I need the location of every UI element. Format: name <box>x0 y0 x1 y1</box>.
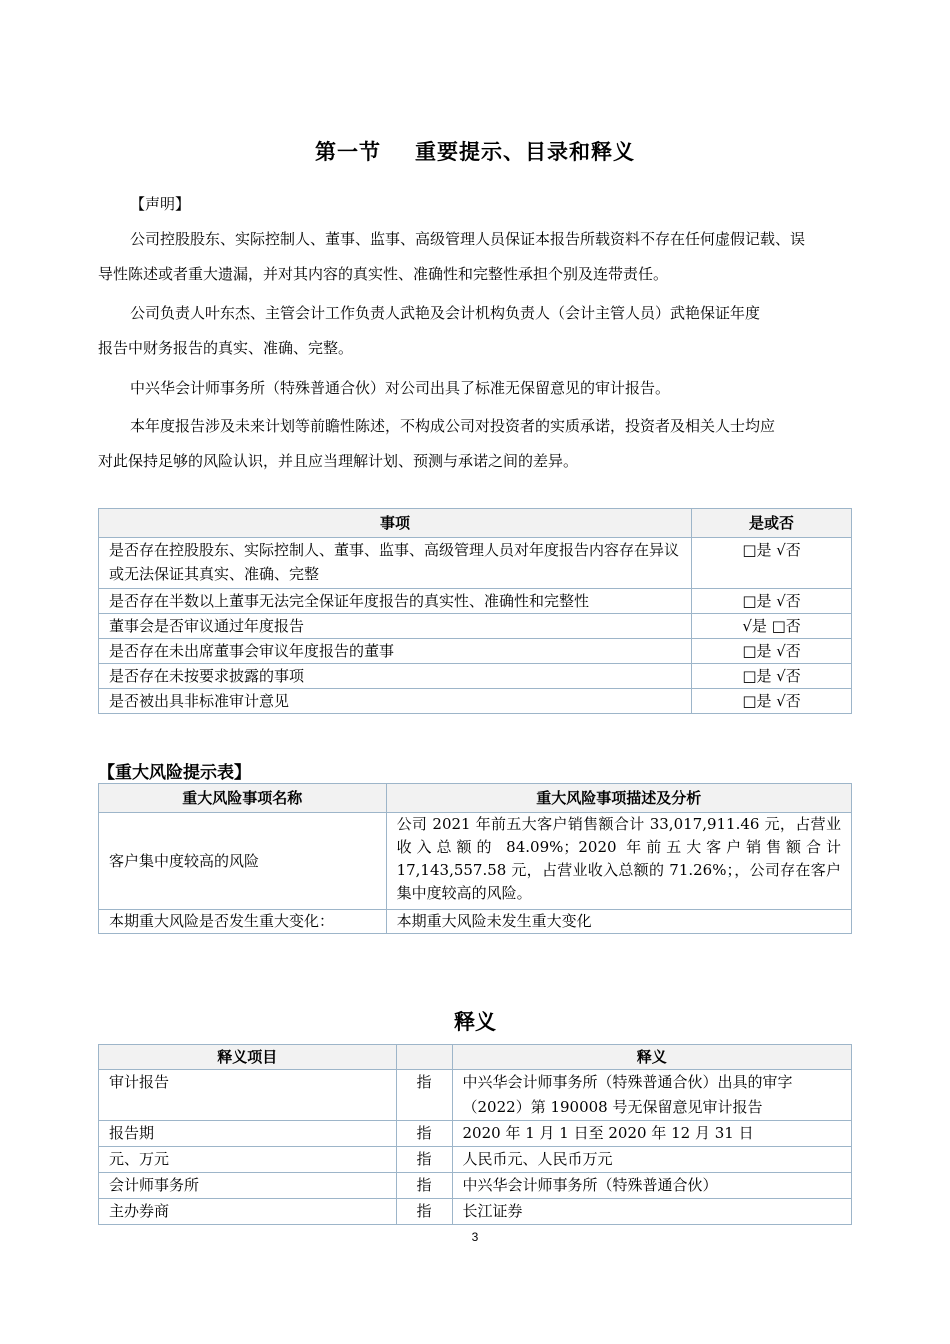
page-number: 3 <box>471 1230 479 1244</box>
matter-text: 是否存在未按要求披露的事项 <box>99 664 692 689</box>
table-row <box>99 538 852 589</box>
matter-answer: □是 √否 <box>692 639 852 664</box>
definition-meaning: 人民币元、人民币万元 <box>452 1147 851 1173</box>
matter-text: 是否存在未出席董事会审议年度报告的董事 <box>99 639 692 664</box>
definition-meaning: 中兴华会计师事务所（特殊普通合伙） <box>452 1173 851 1199</box>
section-name: 重要提示、目录和释义 <box>415 140 635 164</box>
matter-text: 是否被出具非标准审计意见 <box>99 689 692 714</box>
matter-answer: □是 √否 <box>692 664 852 689</box>
definition-ref: 指 <box>396 1173 452 1199</box>
statement-heading: 【声明】 <box>130 195 191 213</box>
statement-paragraph-1: 公司控股股东、实际控制人、董事、监事、高级管理人员保证本报告所载资料不存在任何虚假记载、误 导性陈述或者重大遗漏，并对其内容的真实性、准确性和完整性承担个别及连带责任。 <box>98 230 806 283</box>
table-row <box>99 614 852 639</box>
matter-text: 是否存在半数以上董事无法完全保证年度报告的真实性、准确性和完整性 <box>99 589 692 614</box>
matter-text: 董事会是否审议通过年度报告 <box>99 614 692 639</box>
column-header-risk-description: 重大风险事项描述及分析 <box>386 784 851 813</box>
matters-table <box>98 508 852 714</box>
definitions-title: 释义 <box>454 1010 496 1034</box>
definition-meaning: 长江证券 <box>452 1199 851 1225</box>
table-row <box>99 1173 852 1199</box>
matter-answer: □是 √否 <box>692 538 852 589</box>
table-row <box>99 689 852 714</box>
table-row <box>99 1147 852 1173</box>
column-header-risk-name: 重大风险事项名称 <box>99 784 387 813</box>
column-header-meaning: 释义 <box>452 1045 851 1070</box>
column-header-yes-no: 是或否 <box>692 509 852 538</box>
risk-change-question: 本期重大风险是否发生重大变化： <box>99 910 387 934</box>
definition-meaning: 中兴华会计师事务所（特殊普通合伙）出具的审字（2022）第 190008 号无保留意见审计报告 <box>452 1070 851 1121</box>
matter-answer: □是 √否 <box>692 589 852 614</box>
table-row <box>99 813 852 910</box>
risk-name: 客户集中度较高的风险 <box>99 813 387 910</box>
definition-term: 元、万元 <box>99 1147 397 1173</box>
statement-paragraph-2: 公司负责人叶东杰、主管会计工作负责人武艳及会计机构负责人（会计主管人员）武艳保证年度 报告中财务报告的真实、准确、完整。 <box>98 304 761 357</box>
definition-meaning: 2020 年 1 月 1 日至 2020 年 12 月 31 日 <box>452 1121 851 1147</box>
definition-ref: 指 <box>396 1199 452 1225</box>
risk-table <box>98 783 852 934</box>
table-row <box>99 1199 852 1225</box>
table-header-row <box>99 1045 852 1070</box>
definition-term: 审计报告 <box>99 1070 397 1121</box>
statement-paragraph-4: 本年度报告涉及未来计划等前瞻性陈述，不构成公司对投资者的实质承诺，投资者及相关人士均应 对此保持足够的风险认识，并且应当理解计划、预测与承诺之间的差异。 <box>98 417 776 470</box>
table-row <box>99 910 852 934</box>
definition-term: 报告期 <box>99 1121 397 1147</box>
risk-description: 公司 2021 年前五大客户销售额合计 33,017,911.46 元，占营业收入总额的 84.09%；2020 年前五大客户销售额合计 17,143,557.58 元，占营业收入总额的 71.26%；，公司存在客户集中度较高的风险。 <box>386 813 851 910</box>
table-row <box>99 639 852 664</box>
statement-paragraph-3: 中兴华会计师事务所（特殊普通合伙）对公司出具了标准无保留意见的审计报告。 <box>130 379 671 397</box>
definition-ref: 指 <box>396 1147 452 1173</box>
column-header-blank <box>396 1045 452 1070</box>
table-header-row <box>99 784 852 813</box>
definition-term: 主办券商 <box>99 1199 397 1225</box>
table-row <box>99 664 852 689</box>
definition-term: 会计师事务所 <box>99 1173 397 1199</box>
definition-ref: 指 <box>396 1121 452 1147</box>
section-title <box>0 136 950 166</box>
risk-table-heading: 【重大风险提示表】 <box>98 763 251 783</box>
definition-ref: 指 <box>396 1070 452 1121</box>
definitions-table <box>98 1044 852 1225</box>
column-header-matter: 事项 <box>99 509 692 538</box>
matter-text: 是否存在控股股东、实际控制人、董事、监事、高级管理人员对年度报告内容存在异议或无法保证其真实、准确、完整 <box>99 538 692 589</box>
risk-change-answer: 本期重大风险未发生重大变化 <box>386 910 851 934</box>
matter-answer: √是 □否 <box>692 614 852 639</box>
table-row <box>99 1121 852 1147</box>
table-row <box>99 589 852 614</box>
table-header-row <box>99 509 852 538</box>
column-header-term: 释义项目 <box>99 1045 397 1070</box>
table-row <box>99 1070 852 1121</box>
section-number: 第一节 <box>315 140 381 164</box>
matter-answer: □是 √否 <box>692 689 852 714</box>
